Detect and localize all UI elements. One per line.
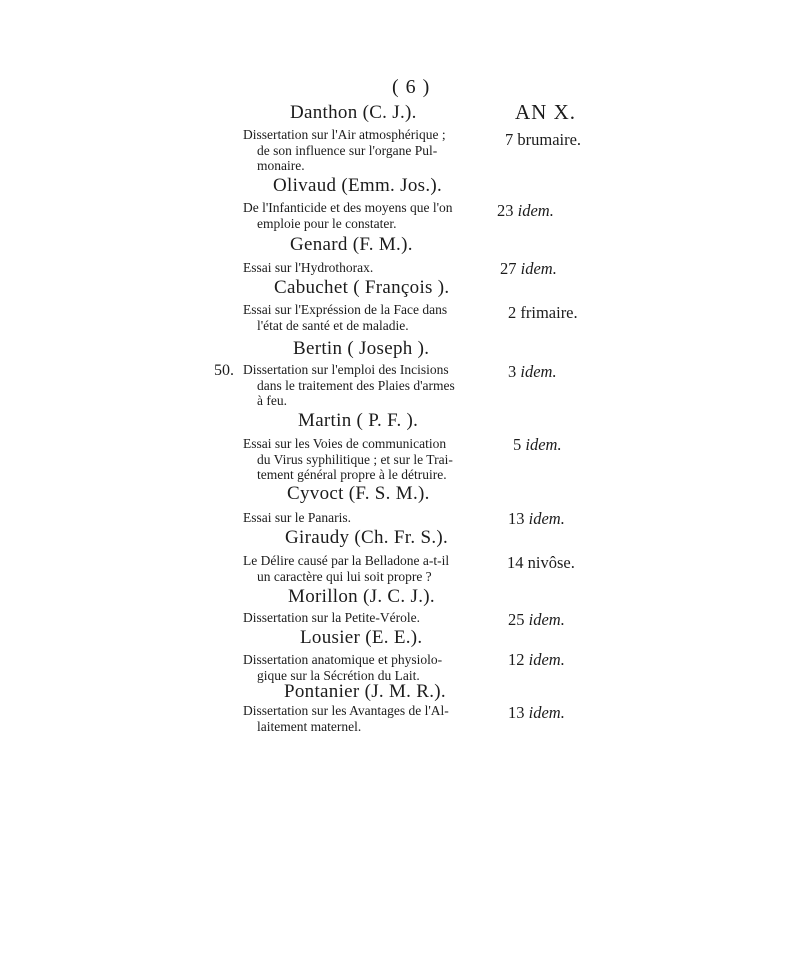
date-month: nivôse. — [527, 553, 575, 572]
defense-date — [500, 259, 557, 279]
author-name: Martin ( P. F. ). — [298, 410, 419, 431]
defense-date — [513, 435, 562, 455]
title-line: Essai sur l'Hydrothorax. — [243, 260, 374, 275]
date-day: 13 — [508, 703, 525, 722]
thesis-title — [243, 610, 483, 626]
defense-date — [508, 362, 557, 382]
date-day: 13 — [508, 509, 525, 528]
thesis-title — [243, 260, 483, 276]
thesis-title — [243, 652, 483, 683]
thesis-title — [243, 127, 483, 174]
title-line: gique sur la Sécrétion du Lait. — [257, 667, 420, 683]
date-month: idem. — [528, 703, 565, 722]
title-line: dans le traitement des Plaies d'armes — [257, 377, 455, 393]
title-line: laitement maternel. — [257, 718, 362, 734]
date-month: frimaire. — [520, 303, 578, 322]
author-name: Lousier (E. E.). — [300, 627, 423, 648]
date-day: 7 — [505, 130, 514, 149]
author-name: Genard (F. M.). — [290, 234, 413, 255]
thesis-title — [243, 553, 483, 584]
title-line: Dissertation sur la Petite-Vérole. — [243, 610, 420, 625]
title-line: à feu. — [257, 393, 287, 408]
date-day: 2 — [508, 303, 517, 322]
defense-date — [508, 650, 565, 670]
title-line: tement général propre à le détruire. — [257, 467, 447, 482]
title-line: un caractère qui lui soit propre ? — [257, 568, 432, 584]
defense-date — [505, 130, 581, 150]
thesis-title — [243, 302, 483, 333]
author-name: Morillon (J. C. J.). — [288, 586, 435, 607]
title-line: du Virus syphilitique ; et sur le Trai- — [257, 451, 453, 467]
date-month: idem. — [525, 435, 562, 454]
date-day: 5 — [513, 435, 522, 454]
defense-date — [508, 303, 578, 323]
date-day: 14 — [507, 553, 524, 572]
thesis-title — [243, 703, 483, 734]
date-month: idem. — [520, 259, 557, 278]
thesis-title — [243, 200, 483, 231]
author-name: Olivaud (Emm. Jos.). — [273, 175, 443, 196]
year-header: AN X. — [515, 100, 576, 124]
date-month: idem. — [528, 509, 565, 528]
title-line: Dissertation sur les Avantages de l'Al- — [243, 703, 449, 718]
title-line: Le Délire causé par la Belladone a-t-il — [243, 553, 450, 568]
thesis-title — [243, 436, 483, 483]
date-day: 12 — [508, 650, 525, 669]
title-line: De l'Infanticide et des moyens que l'on — [243, 200, 453, 215]
date-month: idem. — [517, 201, 554, 220]
page-number: ( 6 ) — [392, 76, 431, 98]
title-line: Essai sur l'Expréssion de la Face dans — [243, 302, 448, 317]
defense-date — [497, 201, 554, 221]
title-line: de son influence sur l'organe Pul- — [257, 142, 438, 158]
author-name: Pontanier (J. M. R.). — [284, 681, 446, 702]
author-name: Cyvoct (F. S. M.). — [287, 483, 430, 504]
date-month: brumaire. — [517, 130, 582, 149]
author-name: Giraudy (Ch. Fr. S.). — [285, 527, 449, 548]
title-line: Dissertation sur l'emploi des Incisions — [243, 362, 449, 377]
thesis-title — [243, 510, 483, 526]
margin-entry-number: 50. — [214, 362, 234, 379]
defense-date — [508, 509, 565, 529]
date-day: 3 — [508, 362, 517, 381]
title-line: monaire. — [257, 158, 305, 173]
title-line: Essai sur le Panaris. — [243, 510, 351, 525]
date-month: idem. — [520, 362, 557, 381]
date-month: idem. — [528, 610, 565, 629]
defense-date — [508, 610, 565, 630]
thesis-title — [243, 362, 483, 409]
author-name: Cabuchet ( François ). — [274, 277, 450, 298]
date-day: 25 — [508, 610, 525, 629]
author-name: Danthon (C. J.). — [290, 102, 417, 123]
title-line: l'état de santé et de maladie. — [257, 317, 409, 333]
title-line: Dissertation sur l'Air atmosphérique ; — [243, 127, 446, 142]
date-day: 23 — [497, 201, 514, 220]
date-month: idem. — [528, 650, 565, 669]
title-line: Essai sur les Voies de communication — [243, 436, 447, 451]
defense-date — [508, 703, 565, 723]
author-name: Bertin ( Joseph ). — [293, 338, 430, 359]
title-line: Dissertation anatomique et physiolo- — [243, 652, 443, 667]
date-day: 27 — [500, 259, 517, 278]
title-line: emploie pour le constater. — [257, 215, 397, 231]
defense-date — [507, 553, 575, 573]
